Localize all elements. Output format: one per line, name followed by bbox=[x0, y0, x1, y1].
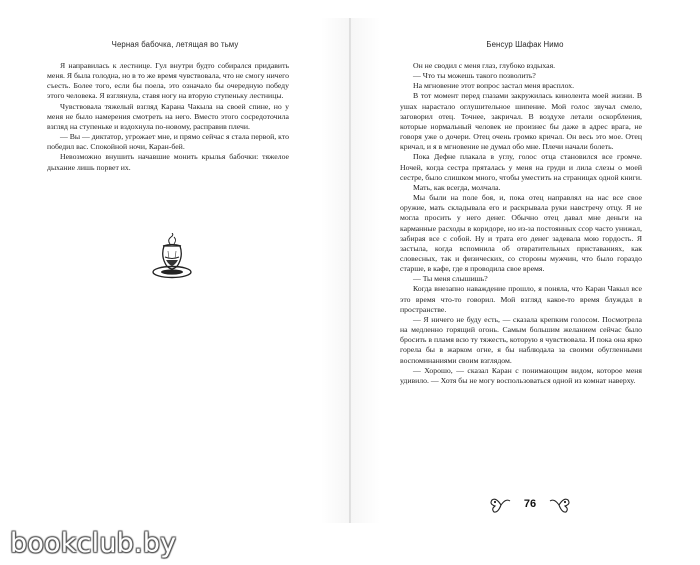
butterfly-ornament-icon bbox=[548, 497, 570, 513]
page-folio bbox=[490, 495, 570, 515]
left-page-text bbox=[47, 61, 289, 173]
paragraph: — Что ты можешь такого позволить? bbox=[413, 71, 536, 81]
left-page bbox=[0, 0, 350, 530]
site-watermark: bookclub.by bbox=[10, 528, 177, 559]
paragraph: — Ты меня слышишь? bbox=[413, 274, 488, 284]
paragraph: — Хорошо, — сказал Каран с понимающим видом, которое меня удивило. — Хотя бы не могу воспользоваться одной из комнат наверху. bbox=[400, 365, 642, 385]
paragraph: В тот момент перед глазами закружилась кинолента моей жизни. В ушах нарастало оглушительное шипение. Мой голос звучал смело, заговорил отец. Точнее, закричал. В воздухе летали оскорбления, которые нормальный человек не произнес бы даже в адрес врага, не говоря уже о дочери. Отец очень громко кричал. Он весь это мое. Отец кричал, и я в мгновение не думал обо мне. Плечи начали болеть. bbox=[400, 91, 642, 152]
page-number: 76 bbox=[523, 498, 537, 510]
right-running-head: Бенсур Шафак Нимо bbox=[486, 40, 564, 49]
left-running-head: Черная бабочка, летящая во тьму bbox=[111, 40, 239, 49]
paragraph: Мать, как всегда, молчала. bbox=[413, 182, 501, 192]
paragraph: На мгновение этот вопрос застал меня врасплох. bbox=[413, 81, 575, 91]
paragraph: Он не сводил с меня глаз, глубоко вздыхая. bbox=[413, 61, 556, 70]
paragraph: Мы были на поле боя, и, пока отец направлял на нас все свое оружие, мать складывала его и раскрывала руки навстречу отцу. Я не могла просить у него денег. Обычно отец давал мне деньги на карманные расходы в коридоре, но из-за постоянных ссор часто унижал, забирая все с собой. Ну и трата его денег задевала мою гордость. Я застыла, когда вспомнила об отвратительных приставаниях, как словесных, так и физических, со стороны мужчин, что было гораздо старше, в кафе, где я проводила свое время. bbox=[400, 193, 642, 274]
paragraph: — Вы — диктатор, угрожает мне, и прямо сейчас я стала первой, кто победил вас. Спокойной ночи, Каран-бей. bbox=[47, 132, 289, 152]
paragraph: — Я ничего не буду есть, — сказала крепким голосом. Посмотрела на медленно горящий огонь. Самым большим желанием сейчас было бросить в пламя всю ту тяжесть, которую я чувствовала. И пока она ярко горела бы в жарком огне, я бы наблюдала за своими обугленными воспоминаниями своим взглядом. bbox=[400, 314, 642, 365]
paragraph: Пока Дефне плакала в углу, голос отца становился все громче. Ночей, когда сестра пряталась у меня на груди и лила слезы о моей сестре, было слишком много, чтобы уместить на страницах одной книги. bbox=[400, 152, 642, 182]
paragraph: Чувствовала тяжелый взгляд Карана Чакыла на своей спине, но у меня не было намерения смотреть на него. Вместо этого сосредоточила взгляд на ступеньке и вздохнула по-новому, расправив плечи. bbox=[47, 101, 289, 131]
teacup-ornament-icon bbox=[151, 233, 193, 281]
right-page bbox=[350, 0, 700, 530]
paragraph: Когда внезапно наваждение прошло, я поняла, что Каран Чакыл все это время что-то говорил. Мой взгляд какое-то время блуждал в пространстве. bbox=[400, 284, 642, 314]
paragraph: Невозможно внушить начавшие монить крылья бабочки: тяжелое дыхание лишь порвет их. bbox=[47, 152, 289, 172]
paragraph: Я направилась к лестнице. Гул внутри будто собирался придавить меня. Я была голодна, но в то же время чувствовала, что не смогу ничего съесть. Более того, если бы поела, это означало бы очередную победу этого человека. Я взглянула, ставя ногу на вторую ступеньку лестницы. bbox=[47, 61, 289, 101]
right-page-text bbox=[400, 61, 642, 386]
